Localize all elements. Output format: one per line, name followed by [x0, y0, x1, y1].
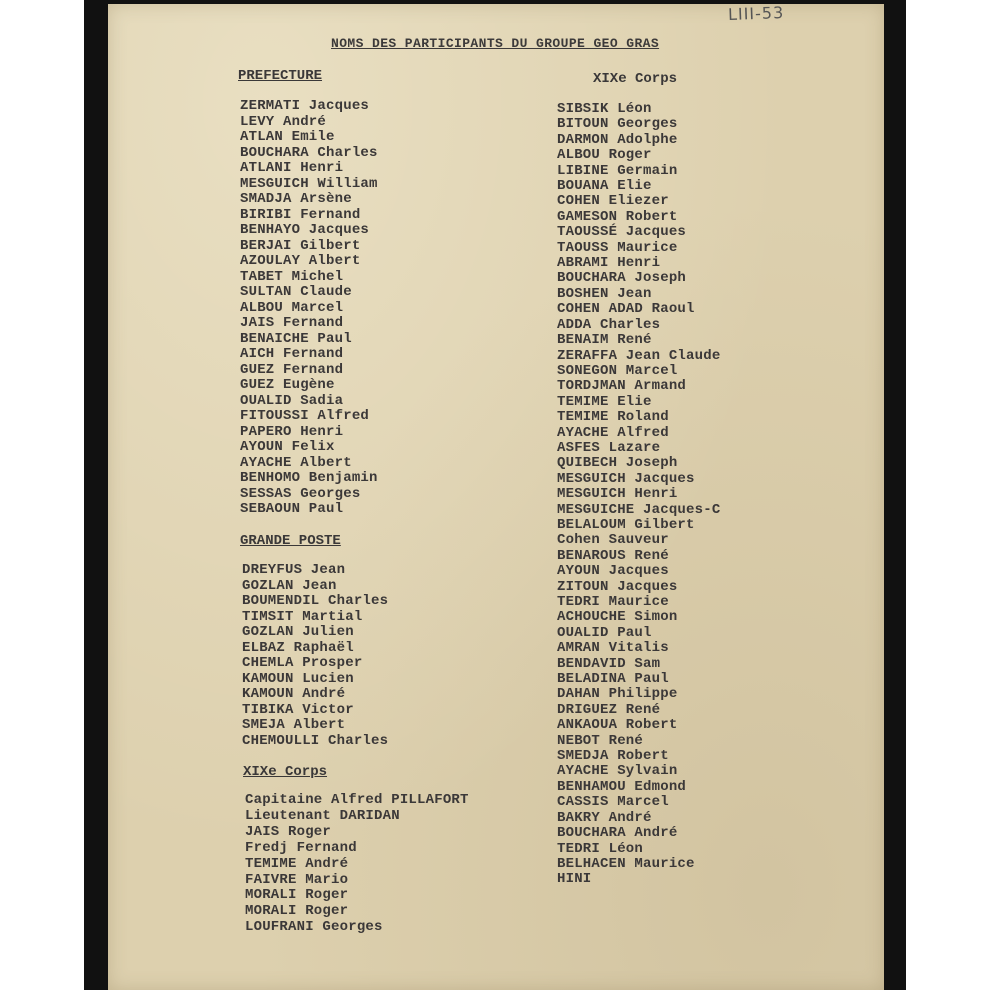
participant-name: TEMIME André	[245, 855, 349, 872]
participant-name: BOUCHARA Charles	[240, 144, 378, 161]
xix-corps-left-name-list	[245, 793, 469, 936]
participant-name: ZERMATI Jacques	[240, 98, 370, 114]
participant-name: DREYFUS Jean	[242, 562, 346, 578]
participant-name: ASFES Lazare	[557, 439, 661, 456]
participant-name: BENAIM René	[557, 332, 652, 349]
participant-name: GAMESON Robert	[557, 208, 678, 225]
participant-name: BENHAYO Jacques	[240, 222, 370, 238]
participant-name: GUEZ Fernand	[240, 361, 344, 378]
participant-name: QUIBECH Joseph	[557, 455, 678, 472]
participant-name: BENAICHE Paul	[240, 330, 352, 347]
participant-name: TEMIME Roland	[557, 409, 669, 426]
participant-name: BOUMENDIL Charles	[242, 593, 389, 609]
participant-name: SMEDJA Robert	[557, 748, 669, 765]
participant-name: FITOUSSI Alfred	[240, 408, 370, 424]
participant-name: HINI	[557, 871, 592, 888]
participant-name: BOUCHARA André	[557, 825, 678, 842]
participant-name: TEDRI Maurice	[557, 594, 669, 610]
participant-name: ZITOUN Jacques	[557, 578, 678, 595]
participant-name: BOUANA Elie	[557, 178, 652, 195]
participant-name: TABET Michel	[240, 268, 344, 285]
participant-name: AYACHE Sylvain	[557, 763, 678, 780]
participant-name: SIBSIK Léon	[557, 101, 652, 117]
participant-name: LOUFRANI Georges	[245, 919, 383, 936]
participant-name: LIBINE Germain	[557, 162, 678, 179]
participant-name: BENDAVID Sam	[557, 655, 661, 672]
participant-name: MESGUICH Henri	[557, 486, 678, 503]
document-title: NOMS DES PARTICIPANTS DU GROUPE GEO GRAS	[331, 36, 660, 51]
participant-name: BELALOUM Gilbert	[557, 516, 695, 533]
participant-name: BITOUN Georges	[557, 116, 678, 133]
participant-name: TAOUSSÉ Jacques	[557, 224, 687, 241]
participant-name: BOUCHARA Joseph	[557, 270, 687, 287]
participant-name: ALBOU Marcel	[240, 299, 344, 316]
section-heading-prefecture: PREFECTURE	[238, 68, 323, 84]
participant-name: AYOUN Jacques	[557, 563, 669, 580]
participant-name: AZOULAY Albert	[240, 253, 361, 269]
participant-name: ATLAN Emile	[240, 129, 335, 145]
participant-name: GOZLAN Julien	[242, 624, 354, 640]
participant-name: ABRAMI Henri	[557, 255, 661, 272]
participant-name: BELHACEN Maurice	[557, 855, 695, 872]
participant-name: DRIGUEZ René	[557, 701, 661, 718]
participant-name: Capitaine Alfred PILLAFORT	[245, 792, 469, 808]
participant-name: ZERAFFA Jean Claude	[557, 347, 721, 364]
participant-name: LEVY André	[240, 113, 327, 130]
participant-name: BERJAI Gilbert	[240, 237, 361, 254]
participant-name: TEDRI Léon	[557, 840, 644, 857]
participant-name: MORALI Roger	[245, 903, 349, 920]
participant-name: AYACHE Alfred	[557, 424, 669, 441]
grande-poste-name-list	[242, 563, 388, 749]
participant-name: ADDA Charles	[557, 316, 661, 333]
participant-name: DARMON Adolphe	[557, 131, 678, 148]
participant-name: SMADJA Arsène	[240, 191, 352, 207]
section-heading-xix-corps-left: XIXe Corps	[243, 764, 328, 780]
document-page	[108, 4, 884, 990]
participant-name: SONEGON Marcel	[557, 362, 678, 379]
participant-name: TIMSIT Martial	[242, 608, 363, 625]
participant-name: MESGUICH Jacques	[557, 470, 695, 487]
archive-reference: LIII-53	[727, 3, 785, 24]
participant-name: CHEMOULLI Charles	[242, 732, 389, 749]
participant-name: GUEZ Eugène	[240, 377, 335, 393]
participant-name: BOSHEN Jean	[557, 285, 652, 302]
participant-name: SESSAS Georges	[240, 485, 361, 502]
participant-name: MORALI Roger	[245, 887, 349, 904]
participant-name: MESGUICHE Jacques-C	[557, 501, 721, 518]
participant-name: TAOUSS Maurice	[557, 239, 678, 256]
participant-name: GOZLAN Jean	[242, 577, 337, 594]
participant-name: SEBAOUN Paul	[240, 501, 344, 517]
participant-name: COHEN ADAD Raoul	[557, 301, 695, 318]
participant-name: FAIVRE Mario	[245, 871, 349, 888]
participant-name: ELBAZ Raphaël	[242, 639, 354, 656]
participant-name: BIRIBI Fernand	[240, 206, 361, 223]
participant-name: OUALID Sadia	[240, 392, 344, 409]
participant-name: ANKAOUA Robert	[557, 717, 678, 734]
participant-name: COHEN Eliezer	[557, 193, 669, 210]
participant-name: OUALID Paul	[557, 624, 652, 641]
prefecture-name-list	[240, 99, 378, 518]
participant-name: Lieutenant DARIDAN	[245, 807, 400, 824]
participant-name: Fredj Fernand	[245, 839, 357, 856]
xix-corps-right-name-list	[557, 102, 720, 888]
participant-name: ATLANI Henri	[240, 160, 344, 176]
participant-name: AYACHE Albert	[240, 454, 352, 471]
participant-name: AICH Fernand	[240, 346, 344, 362]
participant-name: TEMIME Elie	[557, 393, 652, 410]
participant-name: BELADINA Paul	[557, 671, 669, 688]
participant-name: KAMOUN André	[242, 686, 346, 702]
participant-name: MESGUICH William	[240, 175, 378, 192]
participant-name: TORDJMAN Armand	[557, 378, 687, 395]
participant-name: JAIS Fernand	[240, 315, 344, 331]
participant-name: SULTAN Claude	[240, 284, 352, 300]
participant-name: DAHAN Philippe	[557, 686, 678, 703]
participant-name: CASSIS Marcel	[557, 794, 669, 811]
participant-name: AYOUN Felix	[240, 439, 335, 455]
participant-name: AMRAN Vitalis	[557, 640, 669, 657]
participant-name: CHEMLA Prosper	[242, 655, 363, 671]
participant-name: BENHAMOU Edmond	[557, 778, 687, 795]
participant-name: NEBOT René	[557, 732, 644, 749]
participant-name: JAIS Roger	[245, 823, 332, 840]
section-heading-xix-corps-right: XIXe Corps	[593, 71, 678, 87]
participant-name: BENAROUS René	[557, 547, 669, 564]
participant-name: ALBOU Roger	[557, 147, 652, 164]
participant-name: SMEJA Albert	[242, 717, 346, 733]
section-heading-grande-poste: GRANDE POSTE	[240, 533, 341, 549]
participant-name: KAMOUN Lucien	[242, 670, 354, 687]
participant-name: ACHOUCHE Simon	[557, 609, 678, 626]
participant-name: PAPERO Henri	[240, 423, 344, 440]
participant-name: TIBIKA Victor	[242, 701, 354, 718]
participant-name: BAKRY André	[557, 809, 652, 826]
participant-name: BENHOMO Benjamin	[240, 470, 378, 486]
participant-name: Cohen Sauveur	[557, 532, 669, 549]
